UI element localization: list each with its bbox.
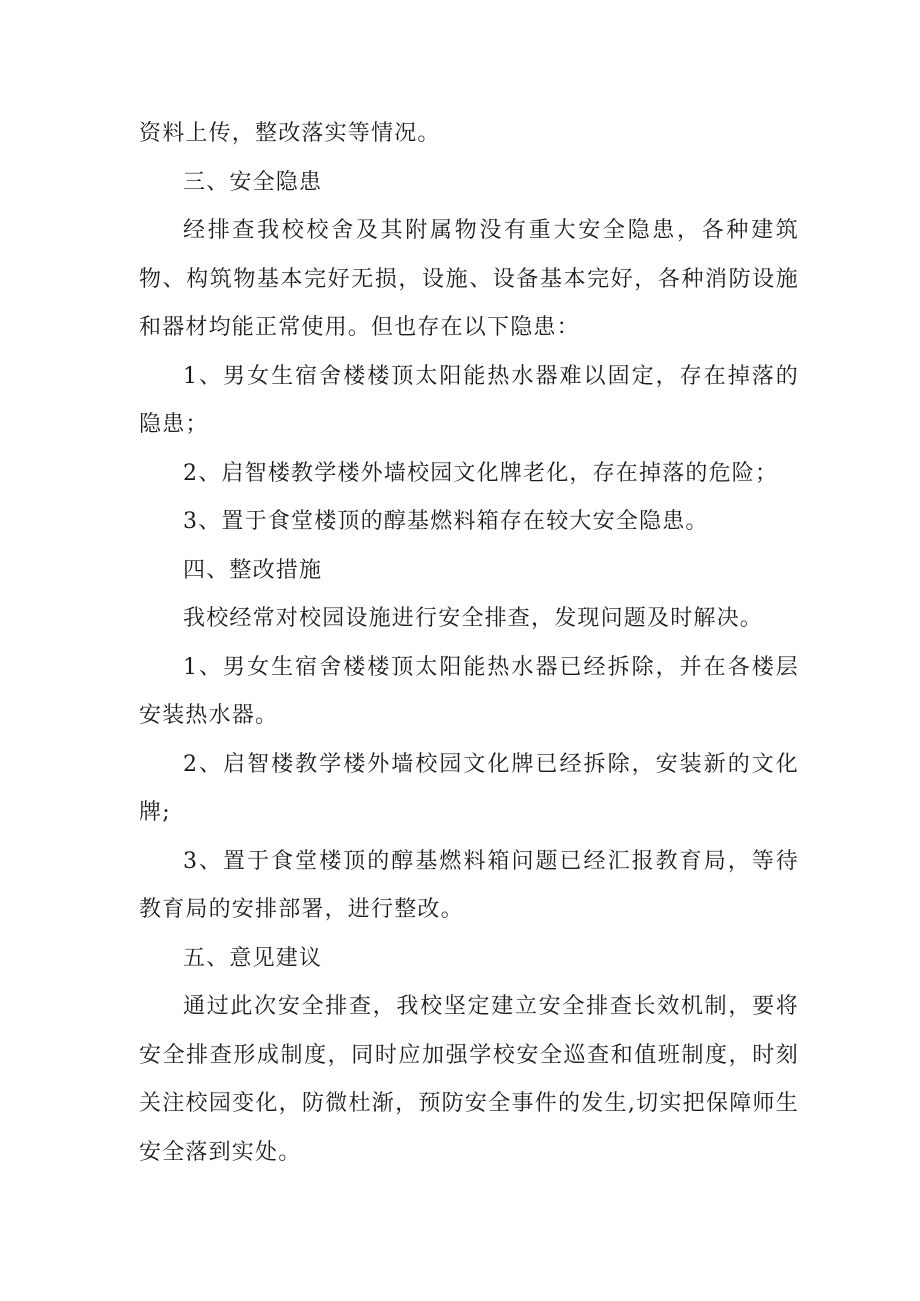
- section-heading-suggestions: 五、意见建议: [183, 945, 323, 971]
- paragraph-suggestions: 通过此次安全排查，我校坚定建立安全排查长效机制，要将安全排查形成制度，同时应加强学校安全巡查和值班制度，时刻关注校园变化，防微杜渐，预防安全事件的发生,切实把保障师生安全落到实处。: [139, 994, 799, 1165]
- hazard-item-1: 1、男女生宿舍楼楼顶太阳能热水器难以固定，存在掉落的隐患；: [139, 363, 799, 437]
- paragraph-measures-summary: 我校经常对校园设施进行安全排查，发现问题及时解决。: [183, 606, 764, 631]
- measure-item-1: 1、男女生宿舍楼楼顶太阳能热水器已经拆除，并在各楼层安装热水器。: [139, 654, 799, 728]
- section-heading-hazards: 三、安全隐患: [183, 169, 323, 195]
- hazard-item-2: 2、启智楼教学楼外墙校园文化牌老化，存在掉落的危险；: [183, 460, 779, 486]
- measure-item-2: 2、启智楼教学楼外墙校园文化牌已经拆除，安装新的文化牌;: [139, 751, 799, 825]
- paragraph-continuation: 资料上传，整改落实等情况。: [139, 121, 441, 146]
- paragraph-hazards-summary: 经排查我校校舍及其附属物没有重大安全隐患，各种建筑物、构筑物基本完好无损，设施、设备基本完好，各种消防设施和器材均能正常使用。但也存在以下隐患：: [139, 218, 799, 340]
- document-body: [139, 110, 799, 1177]
- hazard-item-3: 3、置于食堂楼顶的醇基燃料箱存在较大安全隐患。: [183, 509, 709, 534]
- section-heading-measures: 四、整改措施: [183, 557, 323, 583]
- measure-item-3: 3、置于食堂楼顶的醇基燃料箱问题已经汇报教育局，等待教育局的安排部署，进行整改。: [139, 848, 799, 922]
